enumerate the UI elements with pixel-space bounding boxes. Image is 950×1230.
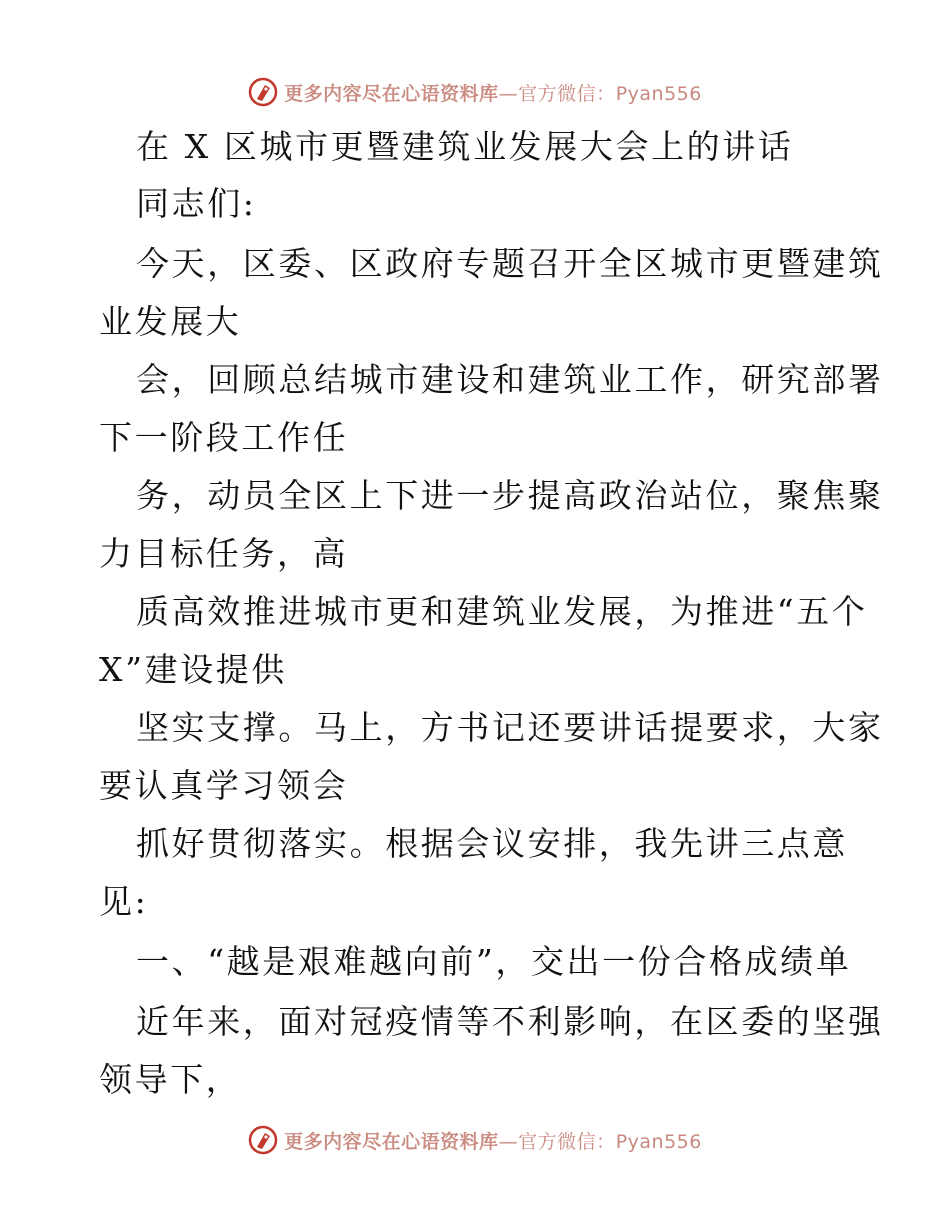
paragraph-line: 业发展大: [99, 302, 242, 341]
paragraph-line: 坚实支撑。马上，方书记还要讲话提要求，大家: [136, 708, 884, 747]
pen-nib-logo-icon: [248, 77, 278, 107]
watermark-text: 更多内容尽在心语资料库—官方微信：Pyan556: [284, 1130, 702, 1153]
paragraph-line: 见:: [99, 882, 149, 921]
paragraph-line: X”建设提供: [99, 650, 287, 689]
paragraph-line: 力目标任务，高: [99, 534, 349, 573]
paragraph-line: 务，动员全区上下进一步提高政治站位，聚焦聚: [136, 476, 884, 515]
paragraph-line: 领导下，: [99, 1060, 242, 1099]
section-heading: 一、“越是艰难越向前”，交出一份合格成绩单: [136, 942, 852, 981]
watermark-text: 更多内容尽在心语资料库—官方微信：Pyan556: [284, 82, 702, 105]
paragraph-line: 质高效推进城市更和建筑业发展，为推进“五个: [136, 592, 868, 631]
paragraph-line: 近年来，面对冠疫情等不利影响，在区委的坚强: [136, 1002, 884, 1041]
paragraph-line: 会，回顾总结城市建设和建筑业工作，研究部署: [136, 360, 884, 399]
paragraph-line: 下一阶段工作任: [99, 418, 349, 457]
paragraph-line: 要认真学习领会: [99, 766, 349, 805]
document-title: 在 X 区城市更暨建筑业发展大会上的讲话: [136, 127, 794, 166]
footer-watermark: [0, 1120, 950, 1160]
paragraph-line: 今天，区委、区政府专题召开全区城市更暨建筑: [136, 244, 884, 283]
paragraph-line: 抓好贯彻落实。根据会议安排，我先讲三点意: [136, 824, 848, 863]
pen-nib-logo-icon: [248, 1125, 278, 1155]
header-watermark: [0, 72, 950, 112]
salutation: 同志们:: [136, 184, 257, 223]
